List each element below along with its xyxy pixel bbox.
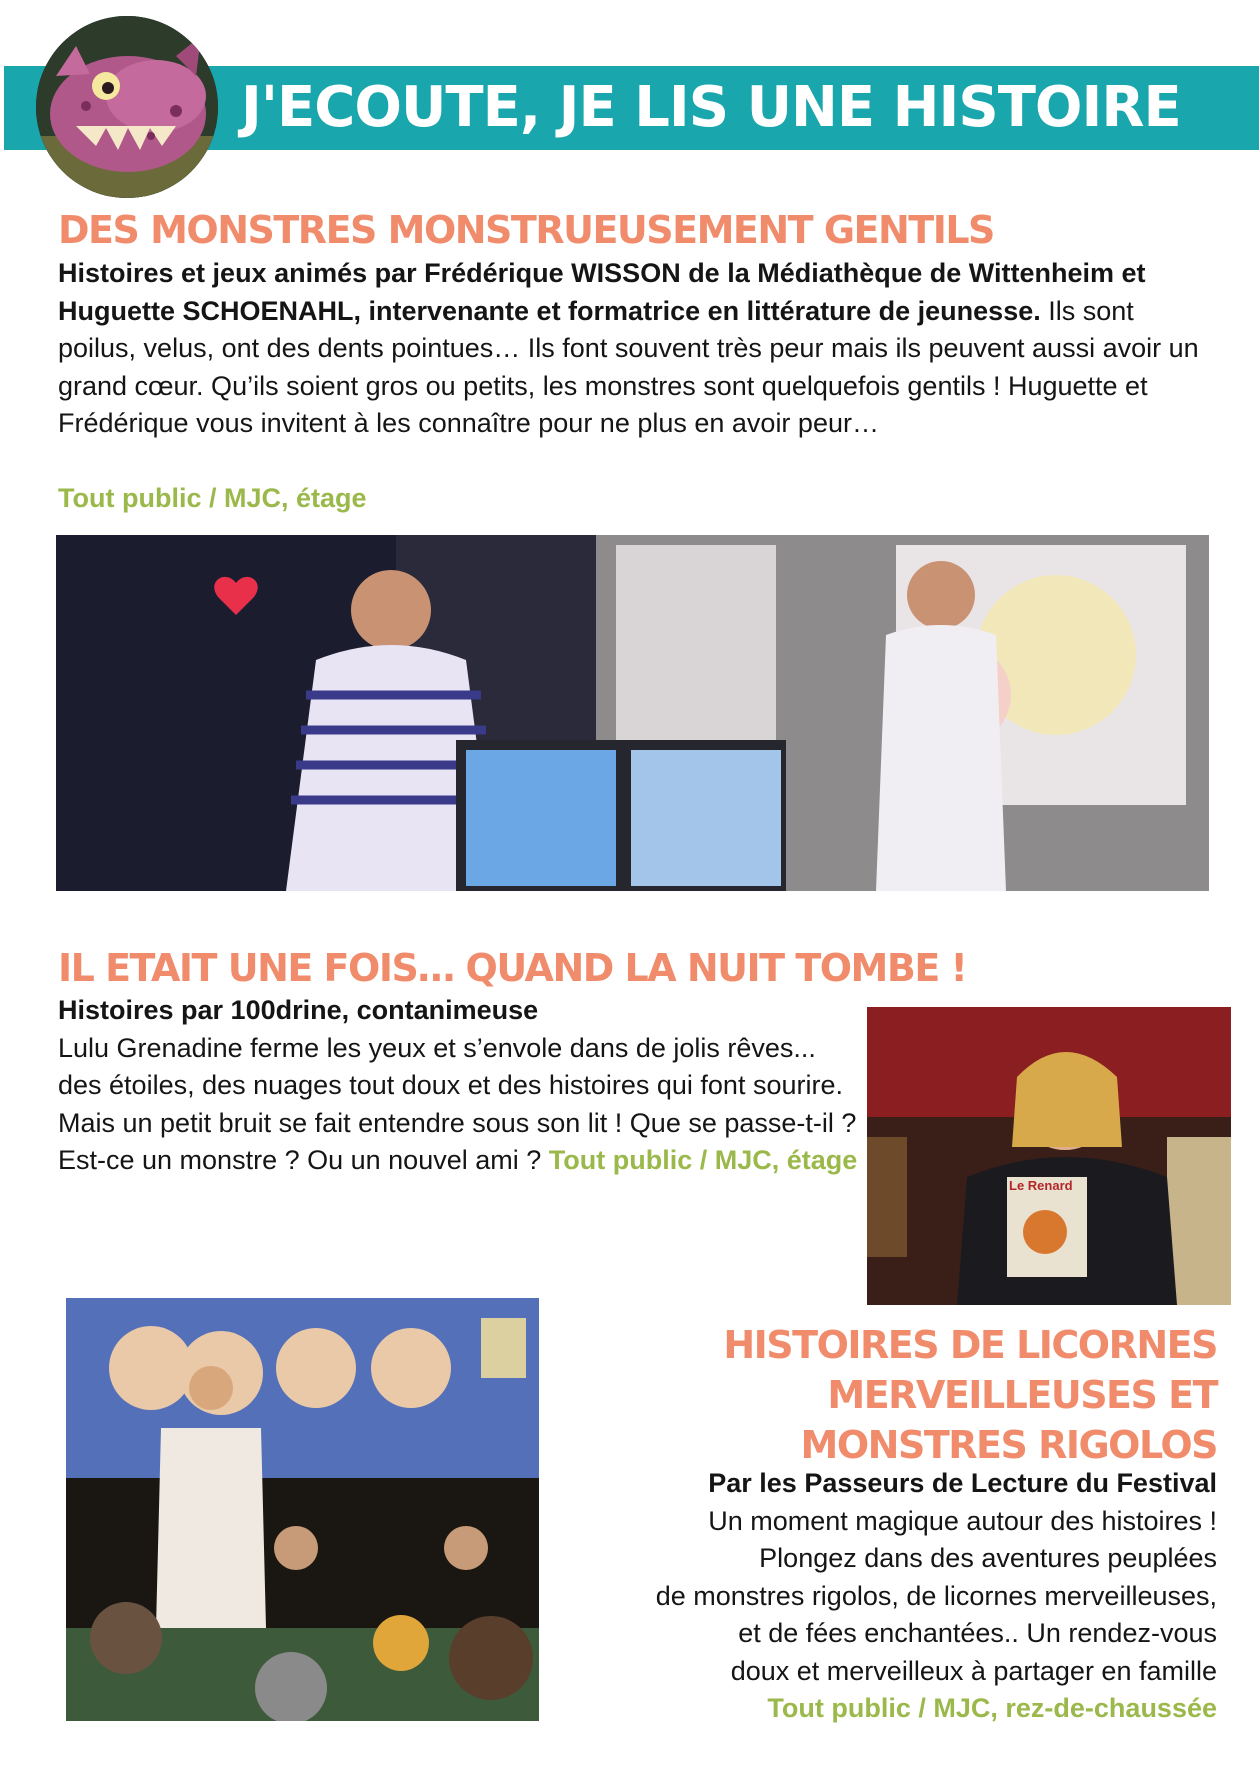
section-intro: Histoires par 100drine, contanimeuse (58, 995, 539, 1025)
section-body-line: doux et merveilleux à partager en famille (730, 1655, 1217, 1686)
storytelling-photo (56, 535, 1209, 891)
section-info: Tout public / MJC, étage (58, 483, 367, 513)
section-intro: Par les Passeurs de Lecture du Festival (708, 1468, 1217, 1498)
section-info: Tout public / MJC, rez-de-chaussée (767, 1693, 1217, 1723)
storyteller-photo (867, 1007, 1231, 1305)
section-body-line: Plongez dans des aventures peuplées (759, 1543, 1217, 1573)
book-title: Le Renard (1009, 1178, 1073, 1193)
page-title: J'ECOUTE, JE LIS UNE HISTOIRE (241, 75, 1181, 140)
section-title-line: HISTOIRES DE LICORNES (723, 1323, 1217, 1367)
section-body-line: Un moment magique autour des histoires ! (708, 1505, 1217, 1536)
section-body-line: de monstres rigolos, de licornes merveilleuses, (655, 1580, 1217, 1611)
section-title-line: MERVEILLEUSES ET (827, 1373, 1217, 1417)
section-intro: Histoires et jeux animés par Frédérique WISSON de la Médiathèque de Wittenheim et Huguette SCHOENAHL, intervenante et formatrice en littérature de jeunesse. (58, 258, 1146, 326)
section-title-line: MONSTRES RIGOLOS (800, 1423, 1217, 1467)
section-title (723, 1320, 1217, 1470)
section-body: Lulu Grenadine ferme les yeux et s’envole dans de jolis rêves... des étoiles, des nuages tout doux et des histoires qui font sourire. Mais un petit bruit se fait entendre sous son lit ! Que se passe-t-il ? Est-ce un monstre ? Ou un nouvel ami ? (58, 1032, 857, 1175)
section-body-line: et de fées enchantées.. Un rendez-vous (738, 1618, 1217, 1648)
section-title: DES MONSTRES MONSTRUEUSEMENT GENTILS (58, 208, 994, 252)
section-body: Ils sont poilus, velus, ont des dents pointues… Ils font souvent très peur mais ils peuvent aussi avoir un grand cœur. Qu’ils soient gros ou petits, les monstres sont quelquefois gentils ! Huguette et Frédérique vous invitent à les connaître pour ne plus en avoir peur… (58, 295, 1199, 438)
monster-illustration-icon (36, 16, 218, 198)
section-text (58, 255, 1218, 443)
section-info: Tout public / MJC, étage (548, 1145, 858, 1175)
audience-photo (66, 1298, 539, 1721)
section-text (58, 992, 858, 1180)
section-title: IL ETAIT UNE FOIS… QUAND LA NUIT TOMBE ! (58, 946, 967, 990)
section-text (537, 1465, 1217, 1728)
